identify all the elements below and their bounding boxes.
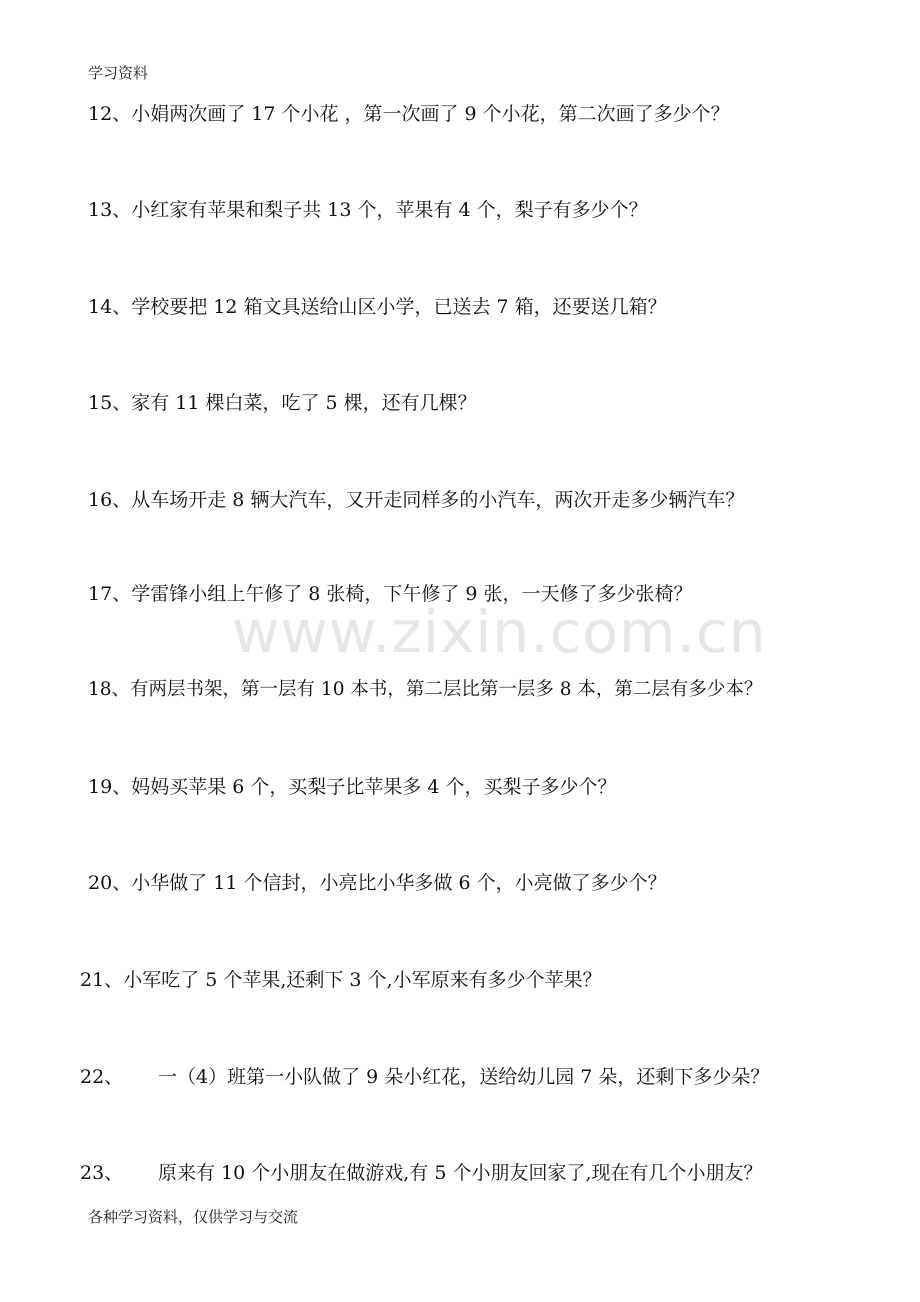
- question-19: [88, 775, 617, 799]
- question-number: 17、: [88, 583, 132, 605]
- question-number: 21、: [80, 969, 124, 991]
- question-21: [80, 968, 602, 992]
- question-number: 23、: [80, 1162, 124, 1184]
- question-text: 学校要把 12 箱文具送给山区小学，已送去 7 箱，还要送几箱？: [131, 296, 667, 318]
- question-text: 家有 11 棵白菜，吃了 5 棵，还有几棵？: [131, 392, 477, 414]
- question-text: 从车场开走 8 辆大汽车，又开走同样多的小汽车，两次开走多少辆汽车？: [131, 489, 745, 511]
- question-number: 12、: [88, 103, 132, 125]
- question-text: 原来有 10 个小朋友在做游戏,有 5 个小朋友回家了,现在有几个小朋友？: [158, 1162, 763, 1184]
- question-number: 13、: [88, 199, 132, 221]
- question-15: [88, 391, 477, 415]
- question-number: 22、: [80, 1066, 124, 1088]
- question-12: [88, 102, 730, 126]
- question-23: [80, 1161, 763, 1185]
- question-text: 小娟两次画了 17 个小花 ，第一次画了 9 个小花，第二次画了多少个？: [131, 103, 730, 125]
- question-number: 14、: [88, 296, 132, 318]
- question-text: 小军吃了 5 个苹果,还剩下 3 个,小军原来有多少个苹果？: [123, 969, 602, 991]
- question-20: [88, 871, 667, 895]
- question-number: 18、: [88, 679, 131, 700]
- question-number: 19、: [88, 776, 132, 798]
- question-number: 20、: [88, 872, 132, 894]
- question-text: 一（4）班第一小队做了 9 朵小红花，送给幼儿园 7 朵，还剩下多少朵？: [158, 1066, 770, 1088]
- page-footer: 各种学习资料，仅供学习与交流: [88, 1208, 299, 1226]
- question-17: [88, 582, 693, 606]
- page-header: 学习资料: [88, 64, 149, 82]
- question-number: 16、: [88, 489, 132, 511]
- question-text: 小华做了 11 个信封，小亮比小华多做 6 个，小亮做了多少个？: [131, 872, 667, 894]
- question-13: [88, 198, 648, 222]
- question-22: [80, 1065, 769, 1089]
- question-text: 有两层书架，第一层有 10 本书，第二层比第一层多 8 本，第二层有多少本？: [130, 679, 763, 700]
- question-text: 妈妈买苹果 6 个，买梨子比苹果多 4 个，买梨子多少个？: [131, 776, 617, 798]
- watermark: www.zixin.com.cn: [232, 598, 767, 666]
- question-text: 小红家有苹果和梨子共 13 个，苹果有 4 个，梨子有多少个？: [131, 199, 648, 221]
- question-16: [88, 488, 744, 512]
- question-14: [88, 295, 667, 319]
- question-18: [88, 678, 762, 702]
- question-number: 15、: [88, 392, 132, 414]
- question-text: 学雷锋小组上午修了 8 张椅，下午修了 9 张，一天修了多少张椅？: [131, 583, 693, 605]
